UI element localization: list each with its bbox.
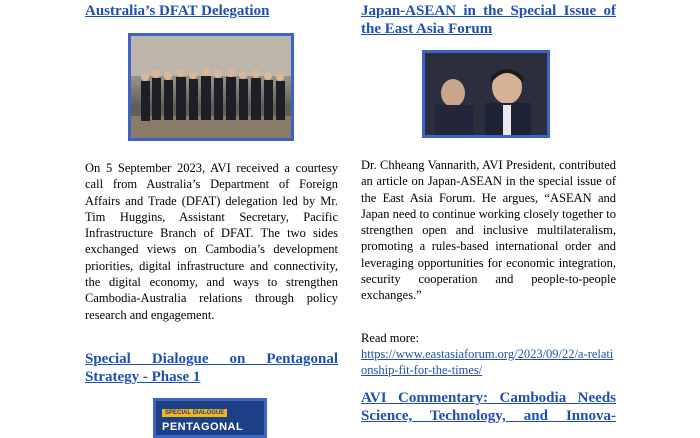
thumbnail-tag: SPECIAL DIALOGUE	[162, 409, 227, 417]
east-asia-forum-link[interactable]: https://www.eastasiaforum.org/2023/09/22/a-relationship-fit-for-the-times/	[361, 347, 614, 378]
read-more-label: Read more:	[361, 331, 419, 345]
japan-asean-paragraph: Dr. Chheang Vannarith, AVI President, contributed an article on Japan-ASEAN in the special issue of the East Asia Forum. He argues, “ASEAN and Japan need to continue working closely together to strengthen open and inclusive multilateralism, promoting a rules-based international order and leveraging opportunities for economic integration, security cooperation and people-to-people exchanges.”	[361, 158, 616, 303]
thumbnail-title: PENTAGONAL	[162, 421, 244, 433]
dfat-delegation-heading[interactable]: Australia’s DFAT Delegation	[85, 3, 270, 19]
pentagonal-strategy-heading[interactable]: Special Dialogue on Pentagonal Strategy - Phase 1	[85, 351, 338, 385]
speaker-photo-illustration	[425, 53, 547, 135]
group-photo-illustration	[131, 36, 291, 138]
japan-asean-heading[interactable]: Japan-ASEAN in the Special Issue of the East Asia Forum	[361, 3, 616, 37]
pentagonal-strategy-thumbnail	[153, 398, 267, 438]
dfat-delegation-paragraph: On 5 September 2023, AVI received a courtesy call from Australia’s Department of Foreign Affairs and Trade (DFAT) delegation led by Mr. Tim Huggins, Assistant Secretary, Pacific Infrastructure Branch of DFAT. The two sides exchanged views on Cambodia’s development priorities, digital infrastructure and connectivity, the digital economy, and ways to strengthen Cambodia-Australia relations through policy research and engagement.	[85, 161, 338, 322]
dfat-delegation-photo	[128, 33, 294, 141]
japan-asean-photo	[422, 50, 550, 138]
avi-commentary-heading[interactable]: AVI Commentary: Cambodia Needs Science, Technology, and Innova-	[361, 390, 616, 424]
